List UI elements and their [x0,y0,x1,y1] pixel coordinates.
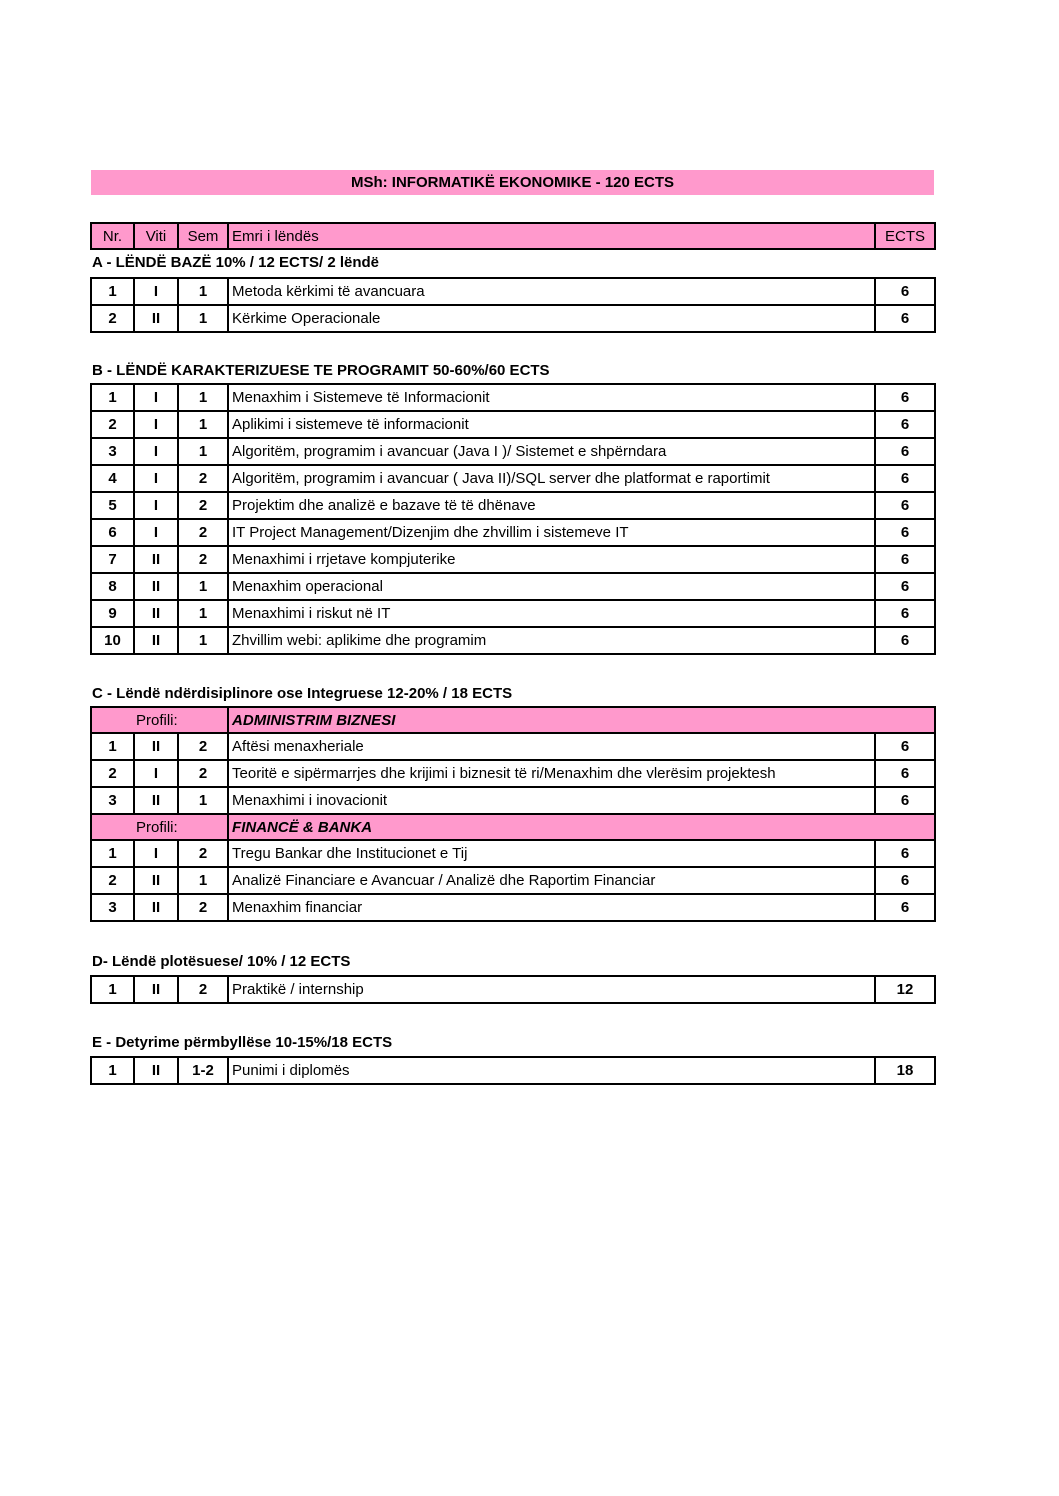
course-nr: 7 [91,546,134,573]
course-nr: 10 [91,627,134,654]
course-nr: 1 [91,976,134,1003]
course-ects: 6 [875,411,935,438]
course-year: II [134,546,178,573]
course-semester: 2 [178,894,228,921]
course-semester: 2 [178,840,228,867]
table-header-block [90,222,934,250]
course-name: Metoda kërkimi të avancuara [228,278,875,305]
course-year: I [134,492,178,519]
course-ects: 6 [875,627,935,654]
course-year: II [134,627,178,654]
course-name: Kërkime Operacionale [228,305,875,332]
table-row [91,465,935,492]
course-year: I [134,278,178,305]
profile-row [91,814,935,840]
course-year: II [134,867,178,894]
course-nr: 1 [91,840,134,867]
table-row [91,305,935,332]
course-name: Menaxhimi i rrjetave kompjuterike [228,546,875,573]
course-ects: 6 [875,546,935,573]
course-ects: 6 [875,733,935,760]
header-ects: ECTS [875,223,935,249]
course-year: II [134,305,178,332]
table-row [91,546,935,573]
table-row [91,867,935,894]
course-name: Menaxhimi i riskut në IT [228,600,875,627]
section-c-table [90,706,934,922]
section-e-label: E - Detyrime përmbyllëse 10-15%/18 ECTS [92,1034,393,1051]
course-name: Menaxhimi i inovacionit [228,787,875,814]
course-semester: 1 [178,411,228,438]
course-name: Algoritëm, programim i avancuar (Java I )/ Sistemet e shpërndara [228,438,875,465]
course-year: I [134,840,178,867]
course-ects: 6 [875,787,935,814]
table-row [91,627,935,654]
table-row [91,840,935,867]
course-semester: 2 [178,976,228,1003]
course-semester: 1 [178,787,228,814]
course-semester: 1 [178,305,228,332]
course-year: I [134,760,178,787]
course-semester: 1 [178,438,228,465]
course-semester: 1 [178,573,228,600]
course-semester: 1-2 [178,1057,228,1084]
course-nr: 4 [91,465,134,492]
course-nr: 1 [91,1057,134,1084]
course-name: Aftësi menaxheriale [228,733,875,760]
course-nr: 3 [91,894,134,921]
course-year: I [134,384,178,411]
table-row [91,733,935,760]
course-year: II [134,600,178,627]
course-nr: 2 [91,411,134,438]
course-semester: 1 [178,600,228,627]
course-nr: 3 [91,438,134,465]
course-semester: 2 [178,546,228,573]
table-row [91,411,935,438]
course-ects: 6 [875,384,935,411]
course-ects: 6 [875,600,935,627]
course-year: I [134,411,178,438]
course-semester: 2 [178,733,228,760]
course-year: II [134,573,178,600]
course-name: Tregu Bankar dhe Institucionet e Tij [228,840,875,867]
section-e-table [90,1056,934,1085]
table-row [91,438,935,465]
course-nr: 9 [91,600,134,627]
course-ects: 6 [875,894,935,921]
course-semester: 2 [178,465,228,492]
course-name: Aplikimi i sistemeve të informacionit [228,411,875,438]
course-nr: 1 [91,733,134,760]
profile-name: FINANCË & BANKA [228,814,935,840]
profile-label: Profili: [91,814,228,840]
course-ects: 6 [875,492,935,519]
course-semester: 2 [178,492,228,519]
course-year: II [134,1057,178,1084]
course-nr: 3 [91,787,134,814]
course-name: Zhvillim webi: aplikime dhe programim [228,627,875,654]
course-semester: 2 [178,519,228,546]
course-year: II [134,894,178,921]
header-viti: Viti [134,223,178,249]
course-nr: 1 [91,384,134,411]
table-row [91,384,935,411]
section-b-label: B - LËNDË KARAKTERIZUESE TE PROGRAMIT 50-60%/60 ECTS [92,362,550,379]
course-year: II [134,733,178,760]
course-nr: 5 [91,492,134,519]
course-semester: 1 [178,384,228,411]
table-row [91,787,935,814]
course-name: Menaxhim operacional [228,573,875,600]
table-row [91,600,935,627]
table-row [91,1057,935,1084]
header-nr: Nr. [91,223,134,249]
course-name: Teoritë e sipërmarrjes dhe krijimi i biznesit të ri/Menaxhim dhe vlerësim projektesh [228,760,875,787]
table-row [91,519,935,546]
course-nr: 2 [91,867,134,894]
course-year: I [134,465,178,492]
profile-name: ADMINISTRIM BIZNESI [228,707,935,733]
course-nr: 6 [91,519,134,546]
table-row [91,894,935,921]
section-d-table [90,975,934,1004]
course-nr: 1 [91,278,134,305]
course-ects: 6 [875,867,935,894]
course-ects: 12 [875,976,935,1003]
course-year: I [134,519,178,546]
table-row [91,760,935,787]
course-nr: 2 [91,305,134,332]
course-year: II [134,787,178,814]
profile-row [91,707,935,733]
course-name: Menaxhim i Sistemeve të Informacionit [228,384,875,411]
section-a-label: A - LËNDË BAZË 10% / 12 ECTS/ 2 lëndë [92,254,380,271]
section-a-table [90,277,934,333]
course-name: Praktikë / internship [228,976,875,1003]
table-header-row [91,223,935,249]
course-ects: 6 [875,840,935,867]
table-row [91,492,935,519]
course-name: Algoritëm, programim i avancuar ( Java II)/SQL server dhe platformat e raportimit [228,465,875,492]
course-nr: 2 [91,760,134,787]
course-semester: 1 [178,627,228,654]
course-ects: 18 [875,1057,935,1084]
course-ects: 6 [875,760,935,787]
course-semester: 1 [178,867,228,894]
course-semester: 2 [178,760,228,787]
course-semester: 1 [178,278,228,305]
profile-label: Profili: [91,707,228,733]
course-year: II [134,976,178,1003]
course-name: Projektim dhe analizë e bazave të të dhënave [228,492,875,519]
document-title: MSh: INFORMATIKË EKONOMIKE - 120 ECTS [91,170,934,195]
course-name: Menaxhim financiar [228,894,875,921]
table-row [91,976,935,1003]
section-c-label: C - Lëndë ndërdisiplinore ose Integruese 12-20% / 18 ECTS [92,685,513,702]
header-emri: Emri i lëndës [228,223,875,249]
course-year: I [134,438,178,465]
course-ects: 6 [875,278,935,305]
course-ects: 6 [875,519,935,546]
course-name: Punimi i diplomës [228,1057,875,1084]
course-name: Analizë Financiare e Avancuar / Analizë dhe Raportim Financiar [228,867,875,894]
course-ects: 6 [875,305,935,332]
table-row [91,573,935,600]
section-b-table [90,383,934,655]
course-ects: 6 [875,438,935,465]
course-nr: 8 [91,573,134,600]
course-ects: 6 [875,465,935,492]
course-ects: 6 [875,573,935,600]
table-row [91,278,935,305]
section-d-label: D- Lëndë plotësuese/ 10% / 12 ECTS [92,953,351,970]
course-name: IT Project Management/Dizenjim dhe zhvillim i sistemeve IT [228,519,875,546]
header-sem: Sem [178,223,228,249]
